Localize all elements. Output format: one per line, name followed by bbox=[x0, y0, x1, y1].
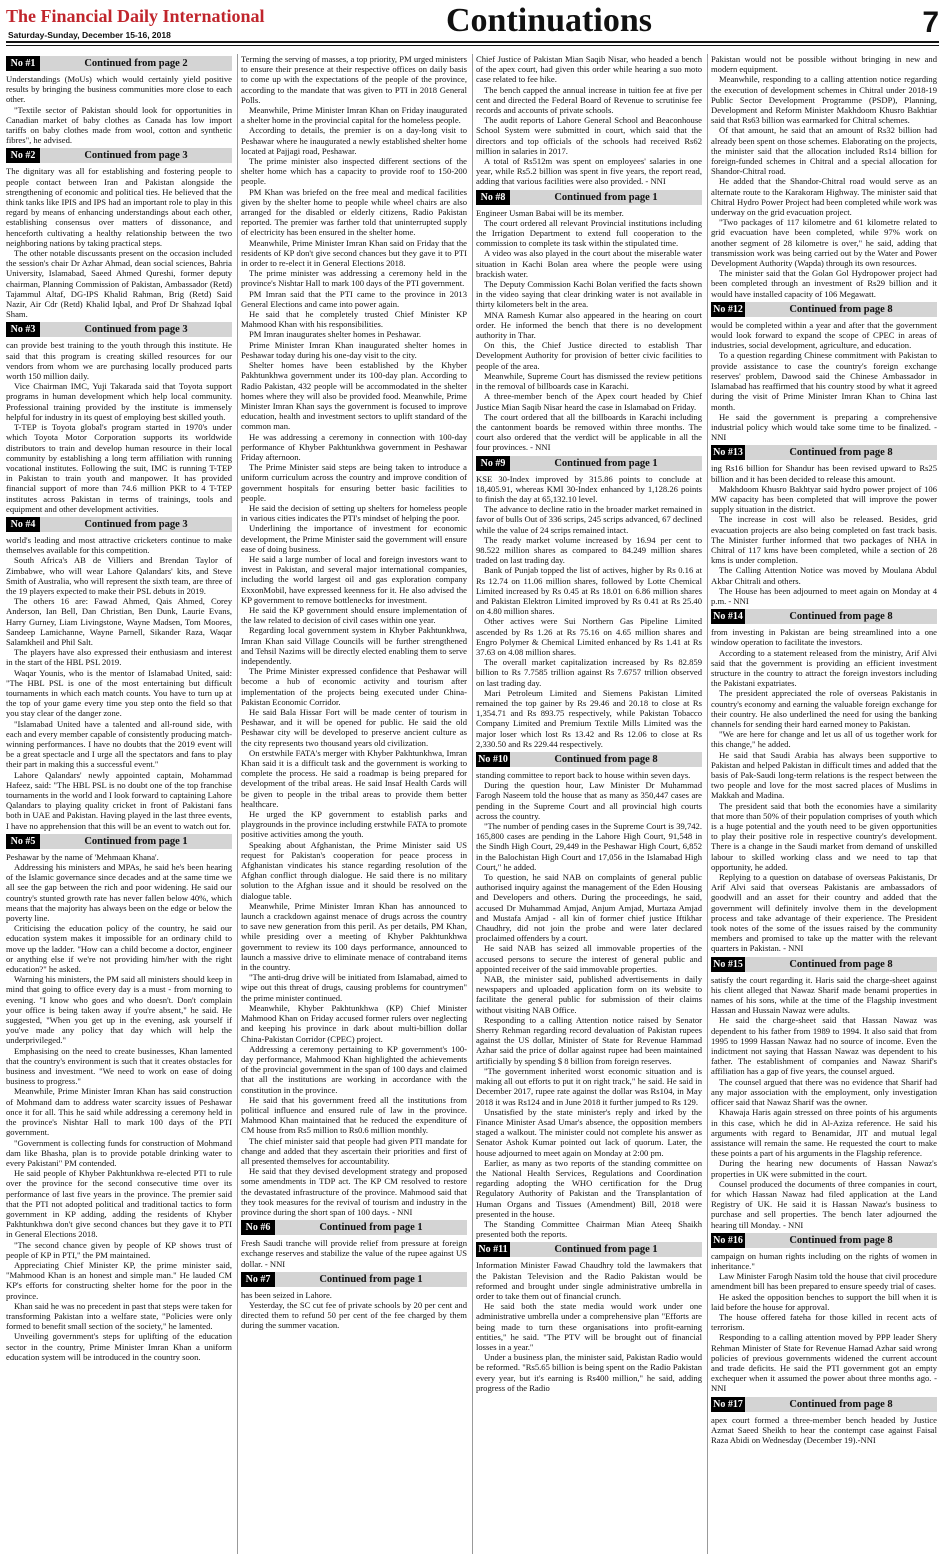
story-paragraph: Replying to a question on database of overseas Pakistanis, Dr Arif Alvi said that overseas Pakistanis are ambassadors of goodwill and an asset for their country and added that the government will definitely involve them in the development process and take advantage of their experience. The President took notes of the some of the issues raised by the community members and promised to take up the matter with the relevant quarters in Pakistan. - NNI bbox=[711, 872, 937, 954]
continued-from-label: Continued from page 8 bbox=[745, 1233, 937, 1248]
column-4 bbox=[711, 54, 937, 1554]
story-paragraph: Fresh Saudi tranche will provide relief from pressure at foreign exchange reserves and stabilize the value of the rupee against US dollar. - NNI bbox=[241, 1238, 467, 1269]
continuation-story bbox=[711, 1233, 937, 1394]
story-paragraph: Meanwhile, Prime Minister Imran Khan said on Friday that the residents of KP don't give second chances but they gave it to PTI in order to re-elect it in General Elections 2018. bbox=[241, 237, 467, 269]
story-header bbox=[476, 752, 702, 767]
story-paragraph: Meanwhile, Supreme Court has dismissed the review petitions in the removal of billboards case in Karachi. bbox=[476, 370, 702, 392]
column-divider bbox=[472, 54, 473, 1554]
story-number: No #2 bbox=[6, 148, 40, 163]
story-paragraph: Engineer Usman Babai will be its member. bbox=[476, 207, 624, 218]
story-paragraph: apex court formed a three-member bench headed by Justice Azmat Saeed Sheikh to hear the contempt case against Faisal Raza Abidi on Wednesday (December 19).-NNI bbox=[711, 1414, 937, 1445]
story-paragraph: Khan said he was no precedent in past that steps were taken for transforming Pakistan into a welfare state, "Policies were only formed to benefit small section of the society," he lamented. bbox=[6, 1300, 232, 1332]
story-paragraph: The chief minister said that people had given PTI mandate for change and added that they ascertain their priorities and first of all presented themselves for accountability. bbox=[241, 1135, 467, 1166]
column-3 bbox=[476, 54, 702, 1554]
story-paragraph: "The anti-drug drive will be initiated from Islamabad, aimed to wipe out this threat of drugs, causing problems for countrymen" the prime minister continued. bbox=[241, 972, 467, 1003]
story-number: No #5 bbox=[6, 834, 40, 849]
story-number: No #9 bbox=[476, 456, 510, 471]
story-paragraph: Responding to a calling Attention notice raised by Senator Sherry Rehman regarding record devaluation of Pakistan rupees against the US dollar, Minister of State for Revenue Hammad Azhar said the price of dollar against rupee had been maintained artificially by spending $ 8 billion from foreign reserves. bbox=[476, 1014, 702, 1066]
story-paragraph: Responding to a calling attention moved by PPP leader Shery Rehman Minister of State for Revenue Hamad Azhar said wrong policies of previous governments widened the current account and trade deficits. He said the PTI government got an empty exchequer when it assumed the power about three months ago. - NNI bbox=[711, 1332, 937, 1394]
column-divider bbox=[707, 54, 708, 1554]
continued-from-label: Continued from page 1 bbox=[40, 834, 232, 849]
story-header bbox=[711, 1233, 937, 1248]
story-number: No #12 bbox=[711, 302, 745, 317]
story-paragraph: He said both the state media would work under one administrative umbrella under a comprehensive plan "Efforts are being made to turn these organisations into profit-earning entities," he said. "The PTV will be brought out of financial losses in a year." bbox=[476, 1301, 702, 1352]
story-paragraph: He said that his government freed all the institutions from political influence and ensured rule of law in the province. Mahmood Khan maintained that he reduced the expenditure of CM house from Rs5 million to Rs0.6 million monthly. bbox=[241, 1094, 467, 1136]
story-paragraph: Bank of Punjab topped the list of actives, higher by Rs 0.16 at Rs 12.74 on 11.06 million shares, followed by Lotte Chemical Limited increased by Rs 0.45 at Rs 18.01 on 6.86 million shares and Pakistan Elektron Limited improved by Rs 0.41 at Rs 25.40 on 4.80 million shares. bbox=[476, 565, 702, 617]
story-paragraph: The prime minister was addressing a ceremony held in the province's Nishtar Hall to mark 100 days of the PTI government. bbox=[241, 268, 467, 289]
continuation-story bbox=[6, 517, 232, 831]
continuation-story bbox=[711, 302, 937, 442]
story-paragraph: Makhdoom Khusro Bakhtyar said hydro power project of 106 MW capacity has been completed that will improve the power supply situation in the district. bbox=[711, 483, 937, 515]
story-body bbox=[476, 1260, 702, 1393]
section-title: Continuations bbox=[446, 2, 652, 39]
story-body bbox=[476, 474, 702, 749]
story-paragraph: The bench capped the annual increase in tuition fee at five per cent and directed the Federal Board of Revenue to scrutinise fee records and accounts of private schools. bbox=[476, 84, 702, 116]
continued-from-label: Continued from page 1 bbox=[510, 456, 702, 471]
story-body bbox=[711, 320, 937, 442]
story-body bbox=[711, 463, 937, 606]
continuation-story bbox=[6, 322, 232, 513]
story-paragraph: The other notable discussants present on the occasion included the session's chair Dr Azhar Ahmad, dean social sciences, Bahria University, Islamabad, Saeed Ahmed Qureshi, former deputy chairman, Planning Commission of Pakistan, Ambassador (Retd) Tajammul Altaf, DG-IPS Khalid Rahman, Brig (Retd) Said Nazir, Air Cdr (Retd) Khalid Iqbal, and Prof Dr Shahzad Iqbal Sham. bbox=[6, 248, 232, 320]
story-paragraph: Meanwhile, Prime Minister Imran Khan has announced to launch a crackdown against menace of drugs across the country to save new generation from this peril. As per details, PM Khan, while presiding over a meeting of Khyber Pakhtunkhwa government to review its 100 days performance, announced to launch a massive drive to eliminate menace of contraband items in the country. bbox=[241, 900, 467, 973]
story-paragraph: Waqar Younis, who is the mentor of Islamabad United, said: "The HBL PSL is one of the most entertaining but difficult tournaments in which each match counts. You have to turn up at the top of your game every time you step onto the field so that you stay clear of the danger zone. bbox=[6, 667, 232, 719]
story-header bbox=[711, 302, 937, 317]
story-paragraph: A video was also played in the court about the miserable water situation in Kachi Bolan area where the people were using brackish water. bbox=[476, 248, 702, 279]
story-paragraph: To question, he said NAB on complaints of general public authorised inquiry against the management of the Eden Housing and Developers and others. During the proceedings, he said, accused Dr Muhammad Amjad, Anjum Amjad, Murtaza Amjad and Mustafa Amjad - all kin of former chief justice Iftikhar Chaudhry, did not join the probe and were later declared proclaimed offenders by a court. bbox=[476, 872, 702, 944]
newspaper-name: The Financial Daily International bbox=[6, 6, 265, 26]
story-paragraph: Unveiling government's steps for uplifting of the education sector in the country, Prime Minister Imran Khan a uniform education system will be introduced in the country soon. bbox=[6, 1331, 232, 1362]
story-body bbox=[711, 975, 937, 1230]
story-paragraph: The minister said that the Golan Gol Hydropower project had been completed through an investment of Rs29 billion and it would have installed capacity of 106 Megawatt. bbox=[711, 268, 937, 299]
story-body bbox=[241, 54, 467, 1217]
story-body bbox=[711, 1415, 937, 1446]
column-2 bbox=[241, 54, 467, 1554]
story-paragraph: The court ordered that all the billboards in Karachi including the cantonment boards be removed within three months. The court also ordered that the verdict will be applicable in all the four provinces. - NNI bbox=[476, 411, 702, 453]
story-paragraph: MNA Ramesh Kumar also appeared in the hearing on court order. He informed the bench that there is no development authority in Thar. bbox=[476, 309, 702, 341]
story-body bbox=[6, 74, 232, 145]
story-paragraph: PM Imran said that the PTI came to the province in 2013 General Elections and came into power again. bbox=[241, 288, 467, 309]
continuation-story bbox=[241, 1272, 467, 1331]
continuation-story bbox=[476, 54, 702, 187]
story-paragraph: The ready market volume increased by 16.94 per cent to 98.522 million shares as compared to 84.249 million shares traded on last trading day. bbox=[476, 534, 702, 566]
continuation-story bbox=[476, 456, 702, 749]
story-paragraph: The advance to decline ratio in the broader market remained in favor of bulls Out of 336 scrips, 245 scrips advanced, 67 declined while the value of 24 scrips remained intact. bbox=[476, 504, 702, 535]
continuation-story bbox=[6, 834, 232, 1362]
continuation-story bbox=[711, 54, 937, 299]
story-paragraph: "The number of pending cases in the Supreme Court is 39,742. 165,800 cases are pending in the Lahore High Court, 91,548 in the Sindh High Court, 29,449 in the Peshawar High Court, 6,852 in the Balochistan High Court and 17,056 in the Islamabad High Court," he added. bbox=[476, 821, 702, 872]
page-number: 7 bbox=[922, 6, 939, 39]
story-number: No #3 bbox=[6, 322, 40, 337]
story-paragraph: Meanwhile, Prime Minister Imran Khan on Friday inaugurated a shelter home in the provincial capital for the homeless people. bbox=[241, 105, 467, 126]
story-paragraph: During the question hour, Law Minister Dr Muhammad Farogh Naseem told the house that as many as 350,447 cases are pending in the Supreme Court and all provincial high courts across the country. bbox=[476, 780, 702, 821]
story-paragraph: The overall market capitalization increased by Rs 82.859 billion to Rs 7.7585 trillion against Rs 7.6757 trillion observed on last trading day. bbox=[476, 657, 702, 688]
story-paragraph: He said NAB has seized all immovable properties of the accused persons to secure the interest of general public and appointed receiver of the said immovable properties. bbox=[476, 943, 702, 974]
story-header bbox=[476, 456, 702, 471]
story-header bbox=[6, 322, 232, 337]
story-paragraph: He asked the opposition benches to support the bill when it is laid before the house for approval. bbox=[711, 1291, 937, 1312]
story-paragraph: PM Imran inaugurates shelter homes in Peshawar. bbox=[249, 329, 422, 340]
story-paragraph: The Calling Attention Notice was moved by Moulana Abdul Akbar Chitrali and others. bbox=[711, 565, 937, 586]
story-paragraph: Counsel produced the documents of three companies in court, for which Hassan Nawaz had filed application at the Land Registry of UK. He said it is Hassan Nawaz's business to purchase and sell properties. The bench later adjourned the hearing till Monday. - NNI bbox=[711, 1178, 937, 1230]
story-body bbox=[6, 852, 232, 1362]
story-paragraph: The counsel argued that there was no evidence that Sharif had any major association with the employment, only investigation officer said that Nawaz Sharif was the owner. bbox=[711, 1076, 937, 1108]
story-paragraph: Yesterday, the SC cut fee of private schools by 20 per cent and directed them to refund 50 per cent of the fee charged by them during the summer vacation. bbox=[241, 1299, 467, 1331]
continued-from-label: Continued from page 8 bbox=[510, 752, 702, 767]
continuation-story bbox=[476, 752, 702, 1239]
story-number: No #7 bbox=[241, 1272, 275, 1287]
story-paragraph: The Prime Minister said steps are being taken to introduce a uniform curriculum across the country and improve condition of government hospitals for ensuring better basic facilities to people. bbox=[241, 462, 467, 503]
continued-from-label: Continued from page 1 bbox=[510, 1242, 702, 1257]
story-paragraph: satisfy the court regarding it. Haris said the charge-sheet against his client alleged that Nawaz Sharif made benami properties in names of his sons, while at the time of the Flagship investment Hassan and Hussain Nawaz were adults. bbox=[711, 974, 937, 1016]
story-number: No #16 bbox=[711, 1233, 745, 1248]
story-paragraph: The president said that both the economies have a similarity that more than 50% of their population comprises of youth which is a huge potential and the youth need to be given opportunities to play their positive role in respective country's development. There is a change in the Saudi market from demand of unskilled labour to skilled working class and we need to tap that opportunity, he added. bbox=[711, 800, 937, 872]
story-header bbox=[711, 957, 937, 972]
masthead bbox=[6, 0, 939, 52]
story-paragraph: He said Bala Hissar Fort will be made center of tourism in Peshawar, and it will be opened for public. He said the old Peshawar city will be developed to preserve ancient culture as the city represents two thousand years old civilization. bbox=[241, 707, 467, 748]
story-paragraph: To a question regarding Chinese commitment with Pakistan to provide assistance to case the country's foreign exchange reserves' problem, Dawood said the Chinese Ambassador in Islamabad has reaffirmed that his country stood by what it agreed during the visit of Prime Minister Imran Khan to China last month. bbox=[711, 350, 937, 412]
story-paragraph: A total of Rs512m was spent on employees' salaries in one year, while Rs5.2 billion was spent in five years, the report read, adding that various facilities were also provided. - NNI bbox=[476, 156, 702, 187]
story-header bbox=[711, 445, 937, 460]
story-paragraph: Speaking about Afghanistan, the Prime Minister said US request for Pakistan's cooperation for peace process in Afghanistan vindicates his stance regarding resolution of the Afghan conflict through dialogue. He said there is no military solution to the Afghan issue and it should be resolved on the dialogue table. bbox=[241, 839, 467, 901]
continued-from-label: Continued from page 8 bbox=[745, 445, 937, 460]
story-body bbox=[476, 208, 702, 453]
story-paragraph: Emphasising on the need to create businesses, Khan lamented that the country's environment is such that it creates obstacles for business and investment. "We need to work on ease of doing business to progress." bbox=[6, 1045, 232, 1087]
story-paragraph: He said the charge-sheet said that Hassan Nawaz was dependent to his father from 1989 to 1994. It also said that from 1995 to 1999 Hassan Nawaz had no source of income. Even the indictment not saying that Hassan Nawaz was dependent to his father. The establishment of companies and Nawaz Sharif's affiliation has a gap of five years, the counsel argued. bbox=[711, 1015, 937, 1077]
story-paragraph: Underlining the importance of investment for economic development, the Prime Minister said the government will ensure ease of doing business. bbox=[241, 523, 467, 554]
story-paragraph: "Government is collecting funds for construction of Mohmand dam like Bhasha, plan is to provide potable drinking water to every Pakistani" PM contended. bbox=[6, 1137, 232, 1168]
story-paragraph: world's leading and most attractive cricketers continue to make themselves available for this competition. bbox=[6, 534, 232, 556]
story-paragraph: On this, the Chief Justice directed to establish Thar Development Authority for provision of better civic facilities to people of the area. bbox=[476, 340, 702, 371]
story-paragraph: Earlier, as many as two reports of the standing committee on the National Health Services, Regulations and Coordination regarding adopting the WHO certification for the Drug Regulatory Authority of Pakistan and the Transplantation of Human Organs and Tissues (Amendment) Bill, 2018 were presented in the house. bbox=[476, 1157, 702, 1219]
continued-from-label: Continued from page 8 bbox=[745, 302, 937, 317]
story-paragraph: He urged the KP government to establish parks and playgrounds in the province including erstwhile FATA to promote positive activities among the youth. bbox=[241, 809, 467, 840]
story-paragraph: South Africa's AB de Villiers and Brendan Taylor of Zimbabwe, who will wear Lahore Qalandars' kits, and Steve Smith of Australia, who will represent the sixth team, are three of the 19 players expected to make their PSL debuts in 2019. bbox=[6, 555, 232, 596]
story-paragraph: "Islamabad United have a talented and all-round side, with each and every member capable of consistently producing match-winning performances. I have no doubts that the 2019 event will be a great spectacle and I urge all the spectators and fans to play their part in making this a successful event." bbox=[6, 718, 232, 770]
story-body bbox=[6, 166, 232, 319]
story-header bbox=[241, 1220, 467, 1235]
story-header bbox=[476, 190, 702, 205]
story-number: No #8 bbox=[476, 190, 510, 205]
continued-from-label: Continued from page 1 bbox=[275, 1220, 467, 1235]
story-paragraph: from investing in Pakistan are being streamlined into a one window operation to facilitate the investors. bbox=[711, 627, 937, 648]
story-paragraph: Addressing a ceremony pertaining to KP government's 100-day performance, Mahmood Khan highlighted the achievements of the provincial government in the span of 100 days and claimed that all the institutions are working in accordance with the constitution in the province. bbox=[241, 1043, 467, 1095]
story-paragraph: "Two packages of 117 kilometre and 61 kilometre related to grid evacuation have been completed, while 97% work on another segment of 28 kilometre is over," he said, adding that transmission work was being carried out by the Water and Power Development Authority (Wapda) through its own resources. bbox=[711, 217, 937, 269]
story-paragraph: Understandings (MoUs) which would certainly yield positive results by bringing the business communities more close to each other. bbox=[6, 74, 232, 105]
story-header bbox=[241, 1272, 467, 1287]
column-divider bbox=[237, 54, 238, 1554]
story-body bbox=[711, 627, 937, 954]
story-paragraph: He said the government is preparing a comprehensive industrial policy which would take some time to be finalized. - NNI bbox=[711, 411, 937, 443]
story-paragraph: Meanwhile, Prime Minister Imran Khan has said construction of Mohmand dam to address water scarcity issues of Peshawar once it for all. This he said while addressing a ceremony held in the province's Nishtar Hall to mark 100 days of the PTI government. bbox=[6, 1086, 232, 1138]
story-body bbox=[711, 1251, 937, 1394]
continuation-story bbox=[6, 56, 232, 145]
story-header bbox=[711, 1397, 937, 1412]
story-paragraph: On erstwhile FATA's merger with Khyber Pakhtunkhwa, Imran Khan said it is a difficult task and the government is working to complete the process. He said a roadmap is being prepared for development of the tribal areas. He said Insaf Health Cards will be given to people in the tribal areas to provide them better healthcare. bbox=[241, 747, 467, 809]
story-paragraph: The house offered fateha for those killed in recent acts of terrorism. bbox=[711, 1311, 937, 1333]
story-paragraph: Under a business plan, the minister said, Pakistan Radio would be reformed. "Rs5.65 billion is being spent on the Radio Pakistan every year, but it's earning is Rs400 million," he said, adding progress of the Radio bbox=[476, 1352, 702, 1393]
story-paragraph: Other actives were Sui Northern Gas Pipeline Limited ascended by Rs 1.26 at Rs 75.16 on 4.65 million shares and Engro Polymer & Chemical Limited enhanced by Rs 1.41 at Rs 37.63 on 4.08 million shares. bbox=[476, 616, 702, 657]
story-paragraph: He said a large number of local and foreign investors want to invest in Pakistan, and several major international companies, including the world largest oil and gas exploration company ExxonMobil, have expressed keenness for it. He also advised the KP government to remove bottlenecks for investment. bbox=[241, 553, 467, 605]
story-number: No #15 bbox=[711, 957, 745, 972]
story-header bbox=[6, 56, 232, 71]
story-body bbox=[711, 54, 937, 299]
story-body bbox=[6, 340, 232, 513]
story-paragraph: Khawaja Haris again stressed on three points of his arguments in this case, which he did in Al-Aziza reference. He said his arguments with regard to Benamidar, JIT and mutual legal assistance will remain the same. He requested the court to make these points a part of his arguments in the Flagship reference. bbox=[711, 1107, 937, 1159]
story-header bbox=[476, 1242, 702, 1257]
story-paragraph: Chief Justice of Pakistan Mian Saqib Nisar, who headed a bench of the apex court, had given this order while hearing a suo moto case related to fee hike. bbox=[476, 54, 702, 85]
story-header bbox=[6, 834, 232, 849]
story-paragraph: The increase in cost will also be released. Besides, grid evacuation projects are also being completed on fast track basis. The Minister further informed that two packages of NHA in Chitral of 117 kms have been completed, while a section of 28 kms is under completion. bbox=[711, 514, 937, 566]
issue-date: Saturday-Sunday, December 15-16, 2018 bbox=[8, 30, 171, 40]
story-paragraph: "We are here for change and let us all of us together work for this change," he added. bbox=[711, 729, 937, 750]
story-paragraph: "Textile sector of Pakistan should look for opportunities in Canadian market of baby clothes as Canada has low import tariffs on baby clothes made from wool, cotton and synthetic fibres", he advised. bbox=[6, 104, 232, 146]
story-number: No #1 bbox=[6, 56, 40, 71]
continuation-story bbox=[711, 957, 937, 1230]
continuation-story bbox=[711, 1397, 937, 1446]
story-paragraph: The court ordered all relevant Provincial institutions including the Irrigation Department to extend full cooperation to the commission to complete its task within the stipulated time. bbox=[476, 217, 702, 249]
story-paragraph: According to details, the premier is on a day-long visit to Peshawar where he inaugurated a newly established shelter home located at Pajjagi road, Peshawar. bbox=[241, 125, 467, 156]
continuation-story bbox=[6, 148, 232, 319]
continued-from-label: Continued from page 1 bbox=[510, 190, 702, 205]
story-number: No #6 bbox=[241, 1220, 275, 1235]
continuation-story bbox=[476, 190, 702, 453]
story-paragraph: The House has been adjourned to meet again on Monday at 4 p.m. - NNI bbox=[711, 585, 937, 606]
story-number: No #14 bbox=[711, 609, 745, 624]
story-paragraph: He was addressing a ceremony in connection with 100-day performance of Khyber Pakhtunkhwa government in Peshawar Friday afternoon. bbox=[241, 431, 467, 462]
story-number: No #10 bbox=[476, 752, 510, 767]
masthead-rule-thin bbox=[6, 45, 939, 46]
story-paragraph: He said that he completely trusted Chief Minister KP Mahmood Khan with his responsibilities. bbox=[241, 309, 467, 330]
continued-from-label: Continued from page 3 bbox=[40, 148, 232, 163]
story-paragraph: Pakistan would not be possible without bringing in new and modern equipment. bbox=[711, 54, 937, 75]
story-body bbox=[241, 1290, 467, 1331]
story-body bbox=[476, 770, 702, 1239]
story-paragraph: He said the decision of setting up shelters for homeless people in various cities indicates the PTI's mindset of helping the poor. bbox=[241, 502, 467, 524]
continued-from-label: Continued from page 3 bbox=[40, 322, 232, 337]
story-paragraph: A three-member bench of the Apex court headed by Chief Justice Mian Saqib Nisar heard the case in Islamabad on Friday. bbox=[476, 391, 702, 412]
story-paragraph: Terming the serving of masses, a top priority, PM urged ministers to ensure their presence at their respective offices on daily basis to come up with the expectations of the people of the province, according to the mandate that was given to PTI in 2018 General Polls. bbox=[241, 54, 467, 105]
continuation-story bbox=[711, 609, 937, 954]
story-paragraph: The Prime Minister expressed confidence that Peshawar will become a hub of economic activity and tourism after implementation of the projects being executed under China-Pakistan Economic Corridor. bbox=[241, 666, 467, 707]
story-paragraph: During the hearing new documents of Hassan Nawaz's properties in UK were submitted in the court. bbox=[711, 1158, 937, 1179]
story-number: No #4 bbox=[6, 517, 40, 532]
story-paragraph: has been seized in Lahore. bbox=[241, 1289, 332, 1300]
continuation-story bbox=[476, 1242, 702, 1393]
story-paragraph: Lahore Qalandars' newly appointed captain, Mohammad Hafeez, said: "The HBL PSL is no doubt one of the top franchise tournaments in the world and I look forward to captaining Lahore Qalandars to playing quality cricket in front of Pakistani fans both in UAE and Pakistan. Having played in the last three events, I have no apprehension that this will be an event to watch out for. bbox=[6, 769, 232, 831]
story-paragraph: The president appreciated the role of overseas Pakistanis in country's economy and earning the valuable foreign exchange for their country. He also underlined the need for using the banking channels for sending their hard earned money to Pakistan. bbox=[711, 688, 937, 729]
story-paragraph: Unsatisfied by the state minister's reply and irked by the Finance Minister Asad Umar's absence, the opposition members staged a walkout. The minister could not complete his answer as Senator Ashok Kumar pointed out lack of quorum. Later, the house adjourned to meet again on Monday at 2:00 pm. bbox=[476, 1106, 702, 1158]
continuation-story bbox=[711, 445, 937, 606]
story-number: No #11 bbox=[476, 1242, 510, 1257]
story-paragraph: T-TEP is Toyota global's program started in 1970's under which Toyota Motor Corporation supports its worldwide distributors to train and develop human resource in their local community by establishing a long term affiliation with running vocational institutes. Following the suit, IMC is running T-TEP in Pakistan to train youth and manpower. It has provided financial support of more than 74.6 million PKR to 4 T-TEP institutes across Pakistan in terms of trainings, tools and equipment and other development activities. bbox=[6, 422, 232, 514]
story-paragraph: Appreciating Chief Minister KP, the prime minister said, "Mahmood Khan is an honest and simple man." He lauded CM KP's efforts for constructing shelter home for the poor in the province. bbox=[6, 1259, 232, 1301]
story-paragraph: "The second chance given by people of KP shows trust of people of KP in PTI," the PM maintained. bbox=[6, 1239, 232, 1260]
continuation-story bbox=[241, 1220, 467, 1269]
story-paragraph: He said the KP government should ensure implementation of the law related to decision of civil cases within one year. bbox=[241, 604, 467, 626]
story-paragraph: Mari Petroleum Limited and Siemens Pakistan Limited remained the top gainer by Rs 29.46 and 20.18 to close at Rs 1,354.71 and Rs 893.75 respectively, while Pakistan Tobacco Company Limited and Premium Textile Mills Limited was the major loser which lost Rs 13.42 and Rs 12.06 to close at Rs 2,330.50 and Rs 229.44 respectively. bbox=[476, 687, 702, 749]
story-header bbox=[6, 148, 232, 163]
continuation-story bbox=[241, 54, 467, 1217]
story-paragraph: The others 16 are: Fawad Ahmed, Qais Ahmed, Corey Anderson, Ian Bell, Dan Christian, Ben Dunk, Laurie Evans, Harry Gurney, Liam Livingstone, Wayne Madsen, Tom Moores, Sandeep Lamichanne, Wayne Parnell, Sikander Raza, Waqar Salamkheil and Phil Salt. bbox=[6, 596, 232, 647]
story-paragraph: Meanwhile, responding to a calling attention notice regarding the execution of development schemes in Chitral under 2018-19 Public Sector Development Programme (PSDP), Planning, Development and Reform Minister Makhdoom Khusro Bakhtiar said that Rs63 billion was earmarked for Chitral schemes. bbox=[711, 74, 937, 126]
story-paragraph: would be completed within a year and after that the government would look forward to expand the scope of CPEC in areas of industries, social development, agriculture, and education. bbox=[711, 319, 937, 351]
story-paragraph: Regarding local government system in Khyber Pakhtunkhwa, Imran Khan said Village Councils will be further strengthened and Tehsil Nazims will be directly elected enabling them to serve independently. bbox=[241, 625, 467, 666]
story-number: No #13 bbox=[711, 445, 745, 460]
column-1 bbox=[6, 54, 232, 1554]
story-paragraph: Warning his ministers, the PM said all ministers should keep in mind that going to office every day is a must - from morning to evening. "I know who goes and who doesn't. Don't complain your office is being taken away if you're absent," he said. He suggested, "When you get up in the evening, ask yourself if you've made any policy that day which will help the underprivileged." bbox=[6, 974, 232, 1046]
story-paragraph: The players have also expressed their enthusiasm and interest in the start of the HBL PSL 2019. bbox=[6, 647, 232, 668]
story-paragraph: He said people of Khyber Pakhtunkhwa re-elected PTI to rule over the province for the second consecutive time over its performance of last five years in the province. The premier said that the PTI not adopted political and traditional tactics to form government in KP adding, adding the residents of Khyber Pakhtunkhwa don't give second chances but they gave it to PTI in General Elections 2018. bbox=[6, 1168, 232, 1240]
story-paragraph: Prime Minister Imran Khan inaugurated shelter homes in Peshawar today during his one-day visit to the city. bbox=[241, 339, 467, 360]
story-paragraph: Information Minister Fawad Chaudhry told the lawmakers that the Pakistan Television and the Radio Pakistan would be reformed and brought under single administrative umbrella in order to take them out of financial crunch. bbox=[476, 1260, 702, 1301]
story-paragraph: Of that amount, he said that an amount of Rs32 billion had already been spent on those schemes. Elaborating on the projects, the minister said that the allocation included Rs14 billion for foreign-funded schemes in Chitral and a special allocation for Shandor-Chitral road. bbox=[711, 125, 937, 177]
story-paragraph: Shelter homes have been established by the Khyber Pakhtunkhwa government under its 100-day plan. According to Radio Pakistan, 432 people will be accommodated in the shelter homes where they will also be provided food. Meanwhile, Prime Minister Imran Khan says the government is focused to improve education, health and investment sectors to uplift standard of the common man. bbox=[241, 360, 467, 432]
story-header bbox=[6, 517, 232, 532]
masthead-rule bbox=[6, 41, 939, 43]
story-paragraph: campaign on human rights including on the rights of women in inheritance." bbox=[711, 1250, 937, 1271]
continued-from-label: Continued from page 8 bbox=[745, 1397, 937, 1412]
story-paragraph: Addressing his ministers and MPAs, he said he's been hearing of the Islamic governance since decades and at the same time we all see the gap between the rich and poor widening. He said our country's stunted growth rate has never fallen below 40%, which means that the majority has always been on the edge or below the poverty line. bbox=[6, 862, 232, 924]
story-paragraph: ing Rs16 billion for Shandur has been revised upward to Rs25 billion and it has been decided to release this amount. bbox=[711, 463, 937, 484]
story-paragraph: "The government inherited worst economic situation and is making all out efforts to put it on right track," he said. He said in December 2017, rupee rate against the dollar was Rs104, in May 2018 it was Rs124 and in June 2018 it further jumped to Rs 129. bbox=[476, 1065, 702, 1107]
story-paragraph: can provide best training to the youth through this institute. He said that this program is creating skilled resources for our vendors from whom we are purchasing locally produced parts worth 150 million daily. bbox=[6, 340, 232, 382]
story-paragraph: Peshawar by the name of 'Mehmaan Khana'. bbox=[6, 851, 159, 862]
story-paragraph: The audit reports of Lahore General School and Beaconhouse School System were submitted in court, which said that the directors and top officials of the schools had received Rs62 million in salaries in 2017. bbox=[476, 115, 702, 156]
story-paragraph: The dignitary was all for establishing and fostering people to people contact between Iran and Pakistan alongside the strengthening of economic and political ties. He believed that the think tanks like IPIS and IPS had an important role to play in this regard by means of enhancing understandings about each other, establishing consensus over matters of dissonance, and henceforth cultivating a healthy relationship between the two neighboring nations by taking practical steps. bbox=[6, 166, 232, 248]
continued-from-label: Continued from page 2 bbox=[40, 56, 232, 71]
story-paragraph: According to a statement released from the ministry, Arif Alvi said that the government is providing an efficient investment structure in the country to attract the foreign investors including the Pakistani expatriates. bbox=[711, 647, 937, 689]
story-paragraph: He said that they devised development strategy and proposed some amendments in TDP act. The KP CM resolved to restore the devastated infrastructure of the province. Mahmood said that they took measures for the revival of tourism and industry in the province during the short span of 100 days. - NNI bbox=[241, 1166, 467, 1217]
continued-from-label: Continued from page 8 bbox=[745, 957, 937, 972]
continued-from-label: Continued from page 3 bbox=[40, 517, 232, 532]
story-number: No #17 bbox=[711, 1397, 745, 1412]
story-paragraph: The Deputy Commission Kachi Bolan verified the facts shown in the video saying that clear drinking water is not available in thirty kilometers belt in the area. bbox=[476, 279, 702, 310]
story-paragraph: Criticising the education policy of the country, he said our education system makes it impossible for an ordinary child to move up the ladder. "How can a child become a doctor, engineer or anything else if we're not providing him/her with the right education?" he asked. bbox=[6, 923, 232, 975]
story-paragraph: NAB, the minister said, published advertisements in daily newspapers and uploaded application form on its website to facilitate the general public for submission of their claims without visiting NAB Office. bbox=[476, 974, 702, 1015]
story-paragraph: Meanwhile, Khyber Pakhtunkhwa (KP) Chief Minister Mahmood Khan on Friday accused former rulers over neglecting and keeping his province in dark about multi-billion dollar China-Pakistan Corridor (CPEC) project. bbox=[241, 1002, 467, 1044]
story-paragraph: standing committee to report back to house within seven days. bbox=[476, 770, 691, 780]
story-paragraph: The prime minister also inspected different sections of the shelter home which has a capacity to provide roof to 150-200 people. bbox=[241, 156, 467, 187]
story-paragraph: Vice Chairman IMC, Yuji Takarada said that Toyota support programs in human development which help local community. Professional training provided by the institute is immensely helpful for industry in its quest of employing best skilled youth. bbox=[6, 381, 232, 422]
story-header bbox=[711, 609, 937, 624]
continued-from-label: Continued from page 1 bbox=[275, 1272, 467, 1287]
story-body bbox=[241, 1238, 467, 1269]
story-paragraph: He added that the Shandor-Chitral road would serve as an alternate route to the Karakoram Highway. The minister said that Chitral Hydro Power Project had been completed while work was underway on the grid evacuation project. bbox=[711, 176, 937, 218]
story-body bbox=[6, 535, 232, 831]
story-body bbox=[476, 54, 702, 187]
story-paragraph: The Standing Committee Chairman Mian Ateeq Shaikh presented both the reports. bbox=[476, 1218, 702, 1240]
continued-from-label: Continued from page 8 bbox=[745, 609, 937, 624]
story-paragraph: PM Khan was briefed on the free meal and medical facilities given by the shelter home to people while wheel chairs are also arranged for the disabled or elderly citizens, Radio Pakistan reported. The premier was farther told that uninterrupted supply of electricity has been ensured in the shelter home. bbox=[241, 186, 467, 238]
story-paragraph: KSE 30-Index improved by 315.86 points to conclude at 18,405.91, whereas KMI 30-Index enhanced by 1,128.26 points to finish the day at 65,132.10 level. bbox=[476, 473, 702, 504]
story-paragraph: He said that Saudi Arabia has always been supportive to Pakistan and helped Pakistan in difficult times and added that the basis of Pak-Saudi long-term relations is the respect between the two people and love for the most sacred places of Muslims in Makkah and Madina. bbox=[711, 749, 937, 801]
story-paragraph: Law Minister Farogh Nasim told the house that civil procedure amendment bill has been prepared to ensure speedy trial of cases. bbox=[711, 1271, 937, 1292]
